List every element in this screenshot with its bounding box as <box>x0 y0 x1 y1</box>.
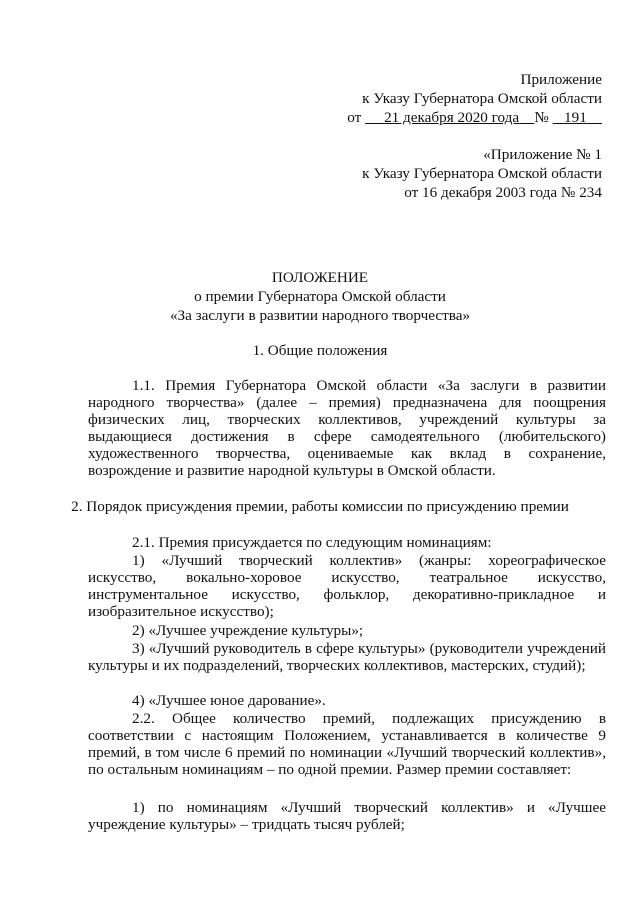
document-subtitle-2: «За заслуги в развитии народного творчества» <box>169 307 471 324</box>
decree-date-line <box>347 109 602 126</box>
paragraph-2-2: 2.2. Общее количество премий, подлежащих присуждению в соответствии с настоящим Положением, устанавливается в количестве 9 премий, в том числе 6 премий по номинации «Лучший творческий коллектив», по остальным номинациям – по одной премии. Размер премии составляет: <box>88 710 606 778</box>
prior-decree-date: от 16 декабря 2003 года № 234 <box>404 184 602 201</box>
document-subtitle-1: о премии Губернатора Омской области <box>194 288 446 305</box>
prize-amount-1: 1) по номинациям «Лучший творческий коллектив» и «Лучшее учреждение культуры» – тридцать тысяч рублей; <box>88 799 606 833</box>
prior-decree-reference: к Указу Губернатора Омской области <box>362 165 602 182</box>
from-label: от <box>347 109 362 126</box>
decree-number: 191 <box>564 109 587 126</box>
decree-reference: к Указу Губернатора Омской области <box>362 90 602 107</box>
section-1-heading: 1. Общие положения <box>252 342 388 359</box>
section-2-heading: 2. Порядок присуждения премии, работы комиссии по присуждению премии <box>71 498 569 515</box>
decree-date: 21 декабря 2020 года <box>384 109 520 126</box>
paragraph-2-1: 2.1. Премия присуждается по следующим номинациям: <box>132 534 492 551</box>
document-title: ПОЛОЖЕНИЕ <box>271 269 369 286</box>
nomination-3: 3) «Лучший руководитель в сфере культуры» (руководители учреждений культуры и их подразделений, творческих коллективов, мастерских, студий); <box>88 640 606 674</box>
nomination-4: 4) «Лучшее юное дарование». <box>132 692 326 709</box>
nomination-2: 2) «Лучшее учреждение культуры»; <box>132 622 364 639</box>
appendix-label: Приложение <box>520 71 602 88</box>
prior-appendix-label: «Приложение № 1 <box>483 146 602 163</box>
nomination-1: 1) «Лучший творческий коллектив» (жанры: хореографическое искусство, вокально-хоровое искусство, театральное искусство, инструментальное искусство, фольклор, декоративно-прикладное и изобразительное искусство); <box>88 552 606 620</box>
number-label: № <box>534 109 549 126</box>
paragraph-1-1: 1.1. Премия Губернатора Омской области «За заслуги в развитии народного творчества» (далее – премия) предназначена для поощрения физических лиц, творческих коллективов, учреждений культуры за выдающиеся достижения в сфере самодеятельного (любительского) художественного творчества, оцениваемые как вклад в сохранение, возрождение и развитие народной культуры в Омской области. <box>88 377 606 479</box>
